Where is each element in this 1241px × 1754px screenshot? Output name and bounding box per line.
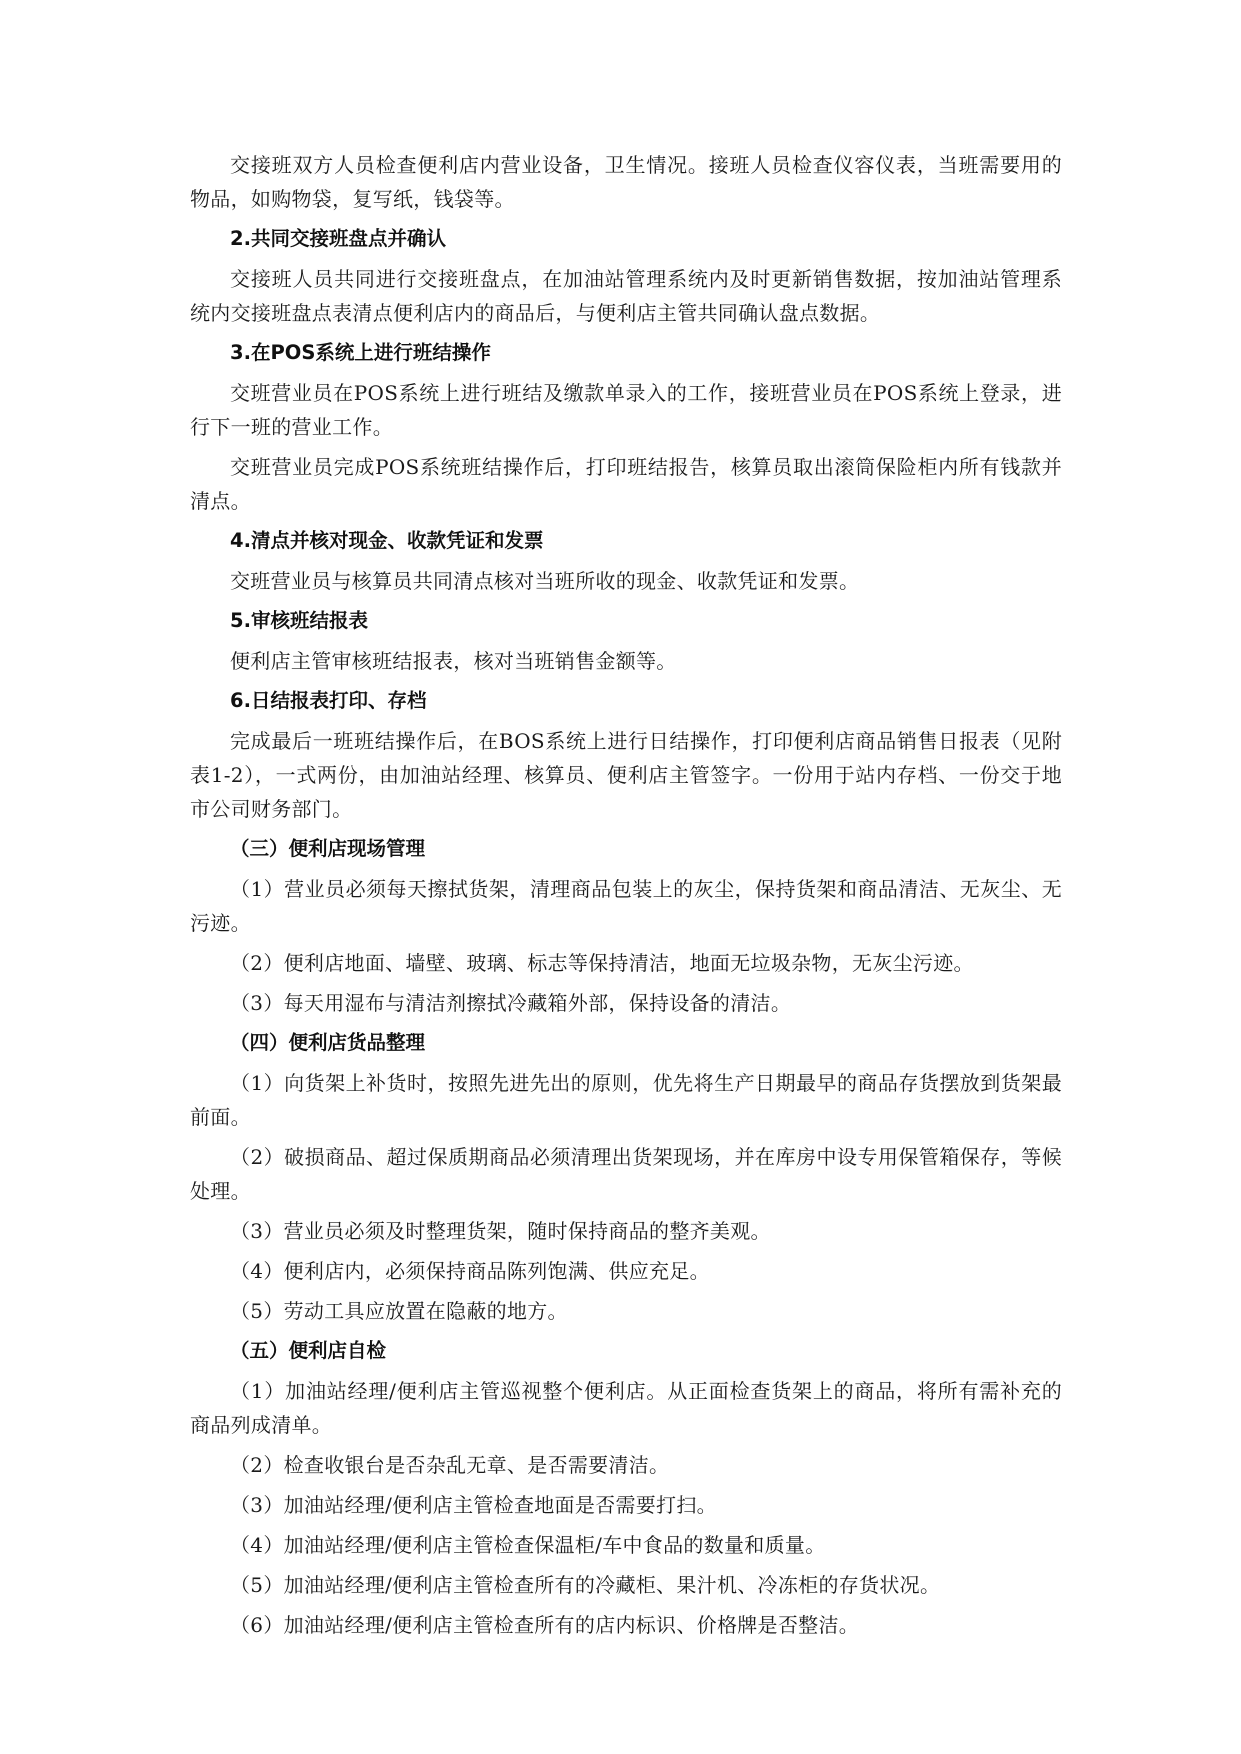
paragraph: （1）营业员必须每天擦拭货架，清理商品包装上的灰尘，保持货架和商品清洁、无灰尘、无污迹。 — [190, 877, 1062, 935]
paragraph: 交班营业员完成POS系统班结操作后，打印班结报告，核算员取出滚筒保险柜内所有钱款并清点。 — [190, 455, 1062, 513]
paragraph: 交接班人员共同进行交接班盘点，在加油站管理系统内及时更新销售数据，按加油站管理系统内交接班盘点表清点便利店内的商品后，与便利店主管共同确认盘点数据。 — [190, 267, 1062, 325]
section-heading: （四）便利店货品整理 — [230, 1031, 426, 1054]
section-heading: 5.审核班结报表 — [230, 609, 368, 632]
section-heading: （五）便利店自检 — [230, 1339, 387, 1362]
paragraph: （5）加油站经理/便利店主管检查所有的冷藏柜、果汁机、冷冻柜的存货状况。 — [230, 1573, 941, 1597]
paragraph: （4）加油站经理/便利店主管检查保温柜/车中食品的数量和质量。 — [230, 1533, 826, 1557]
section-heading: 4.清点并核对现金、收款凭证和发票 — [230, 529, 544, 552]
paragraph: （3）每天用湿布与清洁剂擦拭冷藏箱外部，保持设备的清洁。 — [230, 991, 792, 1015]
paragraph: （1）向货架上补货时，按照先进先出的原则，优先将生产日期最早的商品存货摆放到货架最前面。 — [190, 1071, 1062, 1129]
paragraph: （6）加油站经理/便利店主管检查所有的店内标识、价格牌是否整洁。 — [230, 1613, 860, 1637]
section-heading: （三）便利店现场管理 — [230, 837, 426, 860]
paragraph: 便利店主管审核班结报表，核对当班销售金额等。 — [230, 649, 677, 673]
paragraph: （2）破损商品、超过保质期商品必须清理出货架现场，并在库房中设专用保管箱保存，等候处理。 — [190, 1145, 1062, 1203]
section-heading: 3.在POS系统上进行班结操作 — [230, 341, 491, 364]
paragraph: （2）检查收银台是否杂乱无章、是否需要清洁。 — [230, 1453, 670, 1477]
paragraph: （3）营业员必须及时整理货架，随时保持商品的整齐美观。 — [230, 1219, 771, 1243]
paragraph: 交班营业员在POS系统上进行班结及缴款单录入的工作，接班营业员在POS系统上登录，进行下一班的营业工作。 — [190, 381, 1062, 439]
paragraph: 完成最后一班班结操作后，在BOS系统上进行日结操作，打印便利店商品销售日报表（见附表1-2），一式两份，由加油站经理、核算员、便利店主管签字。一份用于站内存档、一份交于地市公司财务部门。 — [190, 729, 1062, 821]
section-heading: 6.日结报表打印、存档 — [230, 689, 427, 712]
paragraph: 交班营业员与核算员共同清点核对当班所收的现金、收款凭证和发票。 — [230, 569, 860, 593]
document-body — [190, 148, 1062, 1648]
paragraph: （2）便利店地面、墙壁、玻璃、标志等保持清洁，地面无垃圾杂物，无灰尘污迹。 — [230, 951, 974, 975]
paragraph: （1）加油站经理/便利店主管巡视整个便利店。从正面检查货架上的商品，将所有需补充的商品列成清单。 — [190, 1379, 1062, 1437]
paragraph: （5）劳动工具应放置在隐蔽的地方。 — [230, 1299, 568, 1323]
paragraph: 交接班双方人员检查便利店内营业设备，卫生情况。接班人员检查仪容仪表，当班需要用的物品，如购物袋，复写纸，钱袋等。 — [190, 153, 1062, 211]
paragraph: （3）加油站经理/便利店主管检查地面是否需要打扫。 — [230, 1493, 717, 1517]
section-heading: 2.共同交接班盘点并确认 — [230, 227, 446, 250]
paragraph: （4）便利店内，必须保持商品陈列饱满、供应充足。 — [230, 1259, 710, 1283]
